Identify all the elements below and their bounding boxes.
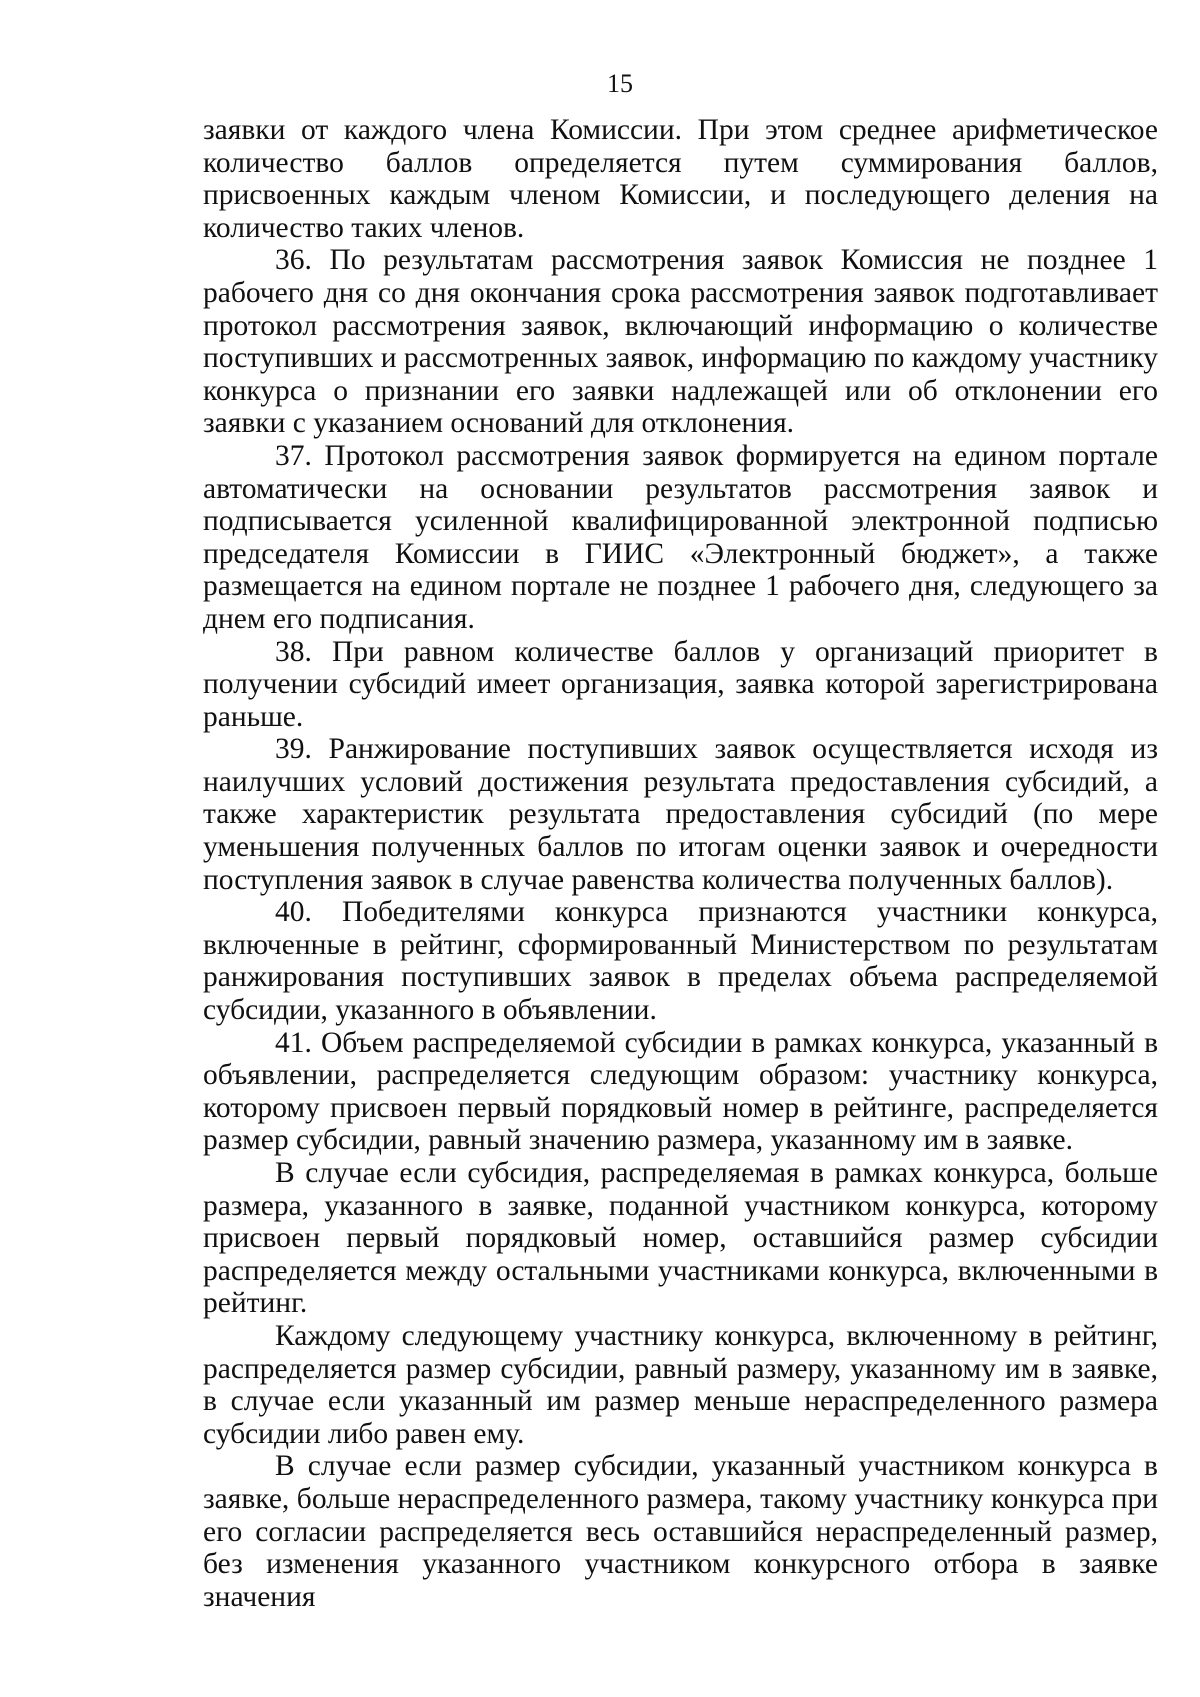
page-number: 15 bbox=[607, 69, 633, 98]
paragraph-39: 39. Ранжирование поступивших заявок осуществляется исходя из наилучших условий достижения результата предоставления субсидий, а также характеристик результата предоставления субсидий (по мере уменьшения полученных баллов по итогам оценки заявок и очередности поступления заявок в случае равенства количества полученных баллов). bbox=[203, 733, 1158, 896]
paragraph-36: 36. По результатам рассмотрения заявок Комиссия не позднее 1 рабочего дня со дня окончания срока рассмотрения заявок подготавливает протокол рассмотрения заявок, включающий информацию о количестве поступивших и рассмотренных заявок, информацию по каждому участнику конкурса о признании его заявки надлежащей или об отклонении его заявки с указанием оснований для отклонения. bbox=[203, 244, 1158, 440]
paragraph-41: 41. Объем распределяемой субсидии в рамках конкурса, указанный в объявлении, распределяется следующим образом: участнику конкурса, которому присвоен первый порядковый номер в рейтинге, распределяется размер субсидии, равный значению размера, указанному им в заявке. bbox=[203, 1026, 1158, 1157]
paragraph-38: 38. При равном количестве баллов у организаций приоритет в получении субсидий имеет организация, заявка которой зарегистрирована раньше. bbox=[203, 635, 1158, 733]
paragraph-41-part-3: Каждому следующему участнику конкурса, включенному в рейтинг, распределяется размер субсидии, равный размеру, указанному им в заявке, в случае если указанный им размер меньше нераспределенного размера субсидии либо равен ему. bbox=[203, 1319, 1158, 1450]
paragraph-37: 37. Протокол рассмотрения заявок формируется на едином портале автоматически на основании результатов рассмотрения заявок и подписывается усиленной квалифицированной электронной подписью председателя Комиссии в ГИИС «Электронный бюджет», а также размещается на едином портале не позднее 1 рабочего дня, следующего за днем его подписания. bbox=[203, 439, 1158, 635]
paragraph-continuation: заявки от каждого члена Комиссии. При этом среднее арифметическое количество баллов определяется путем суммирования баллов, присвоенных каждым членом Комиссии, и последующего деления на количество таких членов. bbox=[203, 114, 1158, 244]
paragraph-41-part-2: В случае если субсидия, распределяемая в рамках конкурса, больше размера, указанного в заявке, поданной участником конкурса, которому присвоен первый порядковый номер, оставшийся размер субсидии распределяется между остальными участниками конкурса, включенными в рейтинг. bbox=[203, 1157, 1158, 1320]
paragraph-40: 40. Победителями конкурса признаются участники конкурса, включенные в рейтинг, сформированный Министерством по результатам ранжирования поступивших заявок в пределах объема распределяемой субсидии, указанного в объявлении. bbox=[203, 896, 1158, 1027]
paragraph-41-part-4: В случае если размер субсидии, указанный участником конкурса в заявке, больше нераспределенного размера, такому участнику конкурса при его согласии распределяется весь оставшийся нераспределенный размер, без изменения указанного участником конкурсного отбора в заявке значения bbox=[203, 1450, 1158, 1613]
document-body bbox=[203, 114, 1158, 1613]
